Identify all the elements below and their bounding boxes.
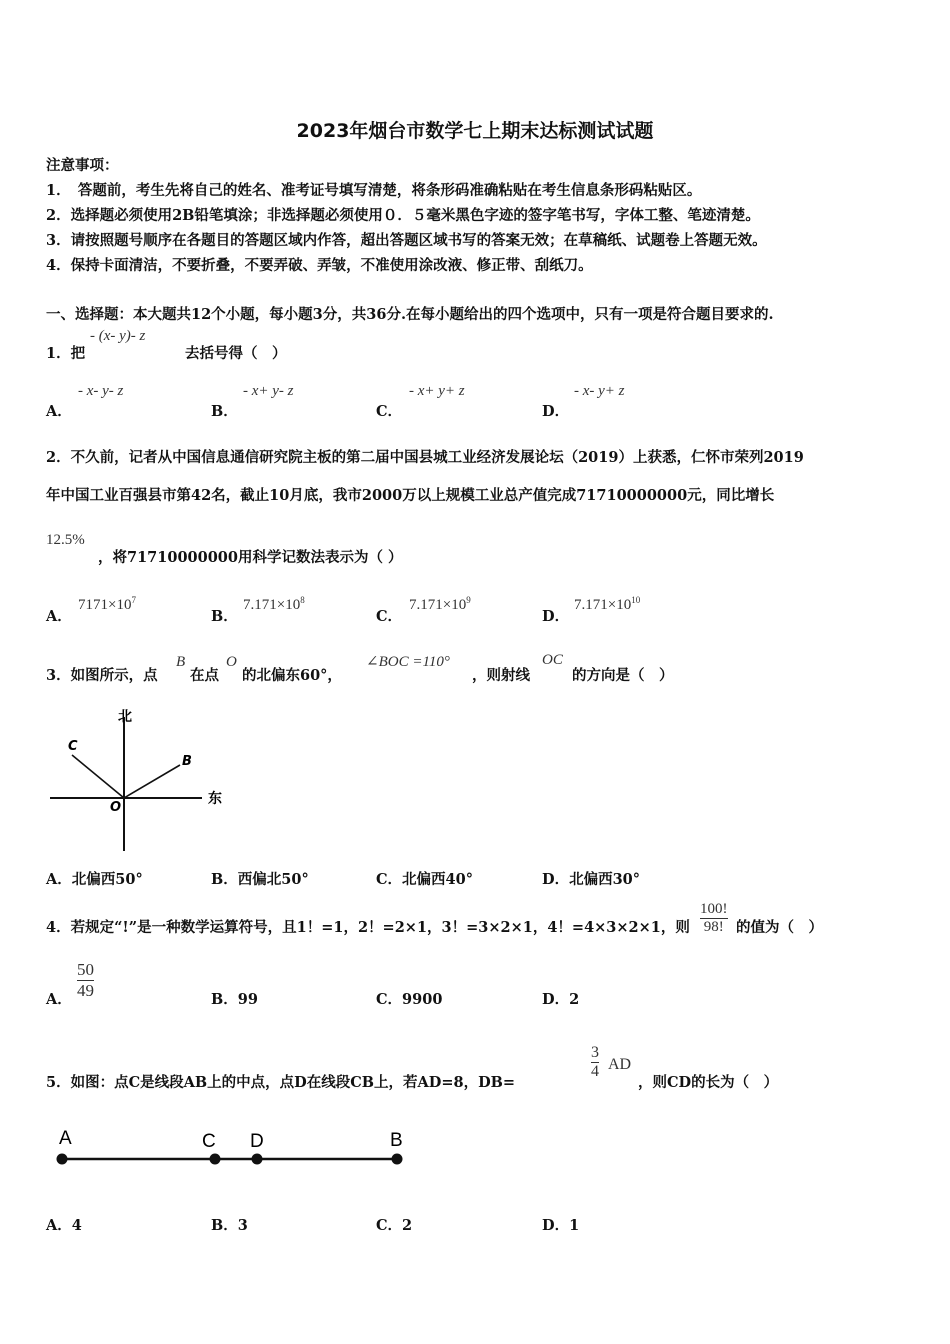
q1-option-d: - x- y+ z [574,383,625,399]
notice-item-3: 3．请按照题号顺序在各题目的答题区域内作答，超出答题区域书写的答案无效；在草稿纸、试题卷上答题无效。 [46,232,767,249]
q5-text: 5．如图：点C是线段AB上的中点，点D在线段CB上，若AD=8，DB= [46,1074,516,1091]
q5-option-d: D．1 [542,1217,580,1234]
point-b [392,1154,403,1165]
q2-percent: 12.5% [46,532,85,548]
q1-option-a: - x- y- z [78,383,124,399]
q1-prefix: 1．把 [46,345,86,362]
q2-line-3: ，将71710000000用科学记数法表示为（ ） [98,549,403,566]
q1-option-d-label: D． [542,403,570,420]
q4-text: 4．若规定“!”是一种数学运算符号，且1！=1，2！=2×1，3！=3×2×1，4！=4×3×2×1，则 [46,919,690,936]
section-heading: 一、选择题：本大题共12个小题，每小题3分，共36分.在每小题给出的四个选项中，只有一项是符合题目要求的. [46,306,774,323]
q3-point-o: O [226,654,237,670]
notice-item-4: 4．保持卡面清洁，不要折叠，不要弄破、弄皱，不准使用涂改液、修正带、刮纸刀。 [46,257,593,274]
label-c: C [202,1131,216,1152]
label-b: B [390,1130,403,1151]
q3-text-3: 的北偏东60°， [242,667,342,684]
point-c [210,1154,221,1165]
q4-option-c: C．9900 [376,991,443,1008]
q1-suffix: 去括号得（ ） [185,345,287,362]
point-d [252,1154,263,1165]
q4-option-a-fraction: 50 49 [77,960,94,1000]
q3-option-b: B．西偏北50° [211,871,309,888]
q4-option-d: D．2 [542,991,580,1008]
q5-option-c: C．2 [376,1217,413,1234]
east-label: 东 [208,791,222,807]
q3-option-c: C．北偏西40° [376,871,473,888]
q3-ray-oc: OC [542,652,563,668]
q3-angle: ∠BOC =110° [366,654,450,670]
q1-option-a-label: A． [46,403,72,420]
q4-option-b: B．99 [211,991,258,1008]
point-c-label: C [68,739,78,754]
q1-expression: - (x- y)- z [90,328,146,344]
q5-option-a: A．4 [46,1217,82,1234]
notice-item-2: 2．选择题必须使用2B铅笔填涂；非选择题必须使用０．５毫米黑色字迹的签字笔书写，字体工整、笔迹清楚。 [46,207,760,224]
point-a [57,1154,68,1165]
point-b-label: B [182,754,192,769]
q3-point-b: B [176,654,186,670]
q4-suffix: 的值为（ ） [736,919,823,936]
q2-line-1: 2．不久前，记者从中国信息通信研究院主板的第二届中国县城工业经济发展论坛（2019）上获悉，仁怀市荣列2019 [46,449,804,466]
q2-option-a-label: A． [46,608,72,625]
q4-fraction: 100! 98! [700,901,728,935]
q2-option-a: $7171\times 10^7$ [78,595,136,613]
q1-option-c-label: C． [376,403,403,420]
q2-option-b-label: B． [211,608,238,625]
q3-direction-figure [46,705,236,855]
q2-option-b: $7.171\times 10^8$ [243,595,305,613]
q1-option-b: - x+ y- z [243,383,294,399]
q2-line-2: 年中国工业百强县市第42名，截止10月底，我市2000万以上规模工业总产值完成71710000000元，同比增长 [46,487,775,504]
q3-option-d: D．北偏西30° [542,871,641,888]
notice-heading: 注意事项： [46,157,119,174]
q2-option-c: $7.171\times 10^9$ [409,595,471,613]
point-o-label: O [110,800,122,815]
q2-option-c-label: C． [376,608,403,625]
q5-fraction: 3 4 [591,1044,599,1080]
ray-oc [72,755,124,798]
q3-text-1: 3．如图所示，点 [46,667,158,684]
q5-segment-figure [50,1122,420,1176]
ray-ob [124,765,180,798]
q3-text-4: ，则射线 [472,667,530,684]
label-d: D [250,1131,264,1152]
q1-option-c: - x+ y+ z [409,383,465,399]
q4-option-a-label: A． [46,991,72,1008]
q5-suffix: ，则CD的长为（ ） [638,1074,779,1091]
q3-text-5: 的方向是（ ） [572,667,674,684]
q1-option-b-label: B． [211,403,238,420]
label-a: A [59,1128,72,1149]
page-title: 2023年烟台市数学七上期末达标测试试题 [296,120,654,142]
q3-text-2: 在点 [190,667,219,684]
q2-option-d: $7.171\times 10^{10}$ [574,595,641,613]
q5-ad: AD [608,1056,632,1073]
notice-item-1: 1． 答题前，考生先将自己的姓名、准考证号填写清楚，将条形码准确粘贴在考生信息条形码粘贴区。 [46,182,702,199]
q3-option-a: A．北偏西50° [46,871,143,888]
q2-option-d-label: D． [542,608,570,625]
q5-option-b: B．3 [211,1217,248,1234]
north-label: 北 [118,709,132,725]
